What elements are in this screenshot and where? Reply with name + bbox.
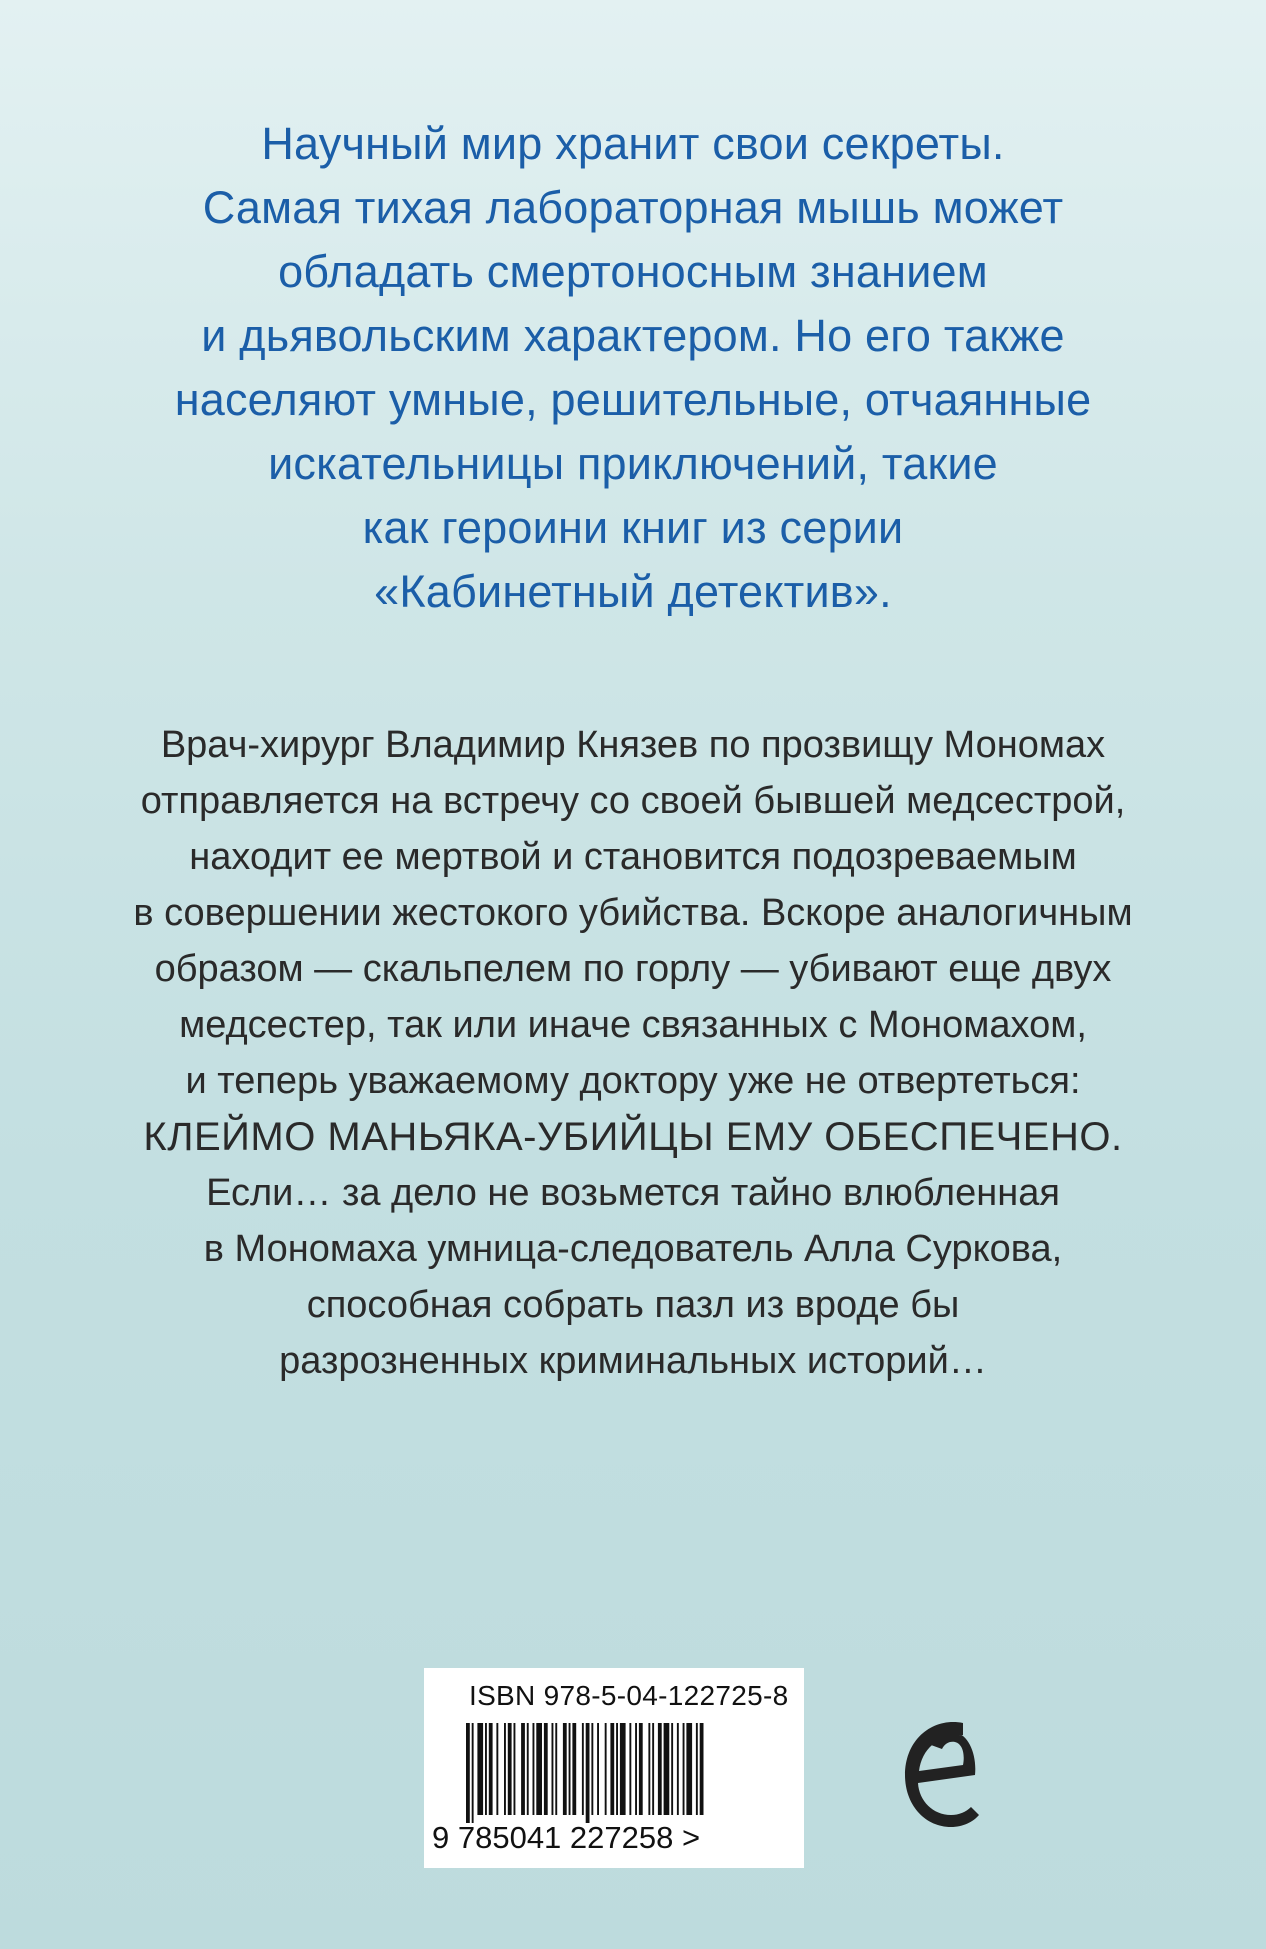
barcode-digits: 9 785041 227258 >: [432, 1820, 701, 1855]
book-blurb: [0, 717, 1266, 1389]
blurb-line: разрозненных криминальных историй…: [279, 1340, 987, 1382]
isbn-label: ISBN 978-5-04-122725-8: [469, 1680, 789, 1711]
tagline-line: Самая тихая лабораторная мышь может: [202, 182, 1064, 233]
barcode-panel: [424, 1668, 804, 1868]
blurb-line: находит ее мертвой и становится подозреваемым: [189, 836, 1077, 878]
tagline-line: искательницы приключений, такие: [268, 438, 998, 489]
tagline-line: обладать смертоносным знанием: [278, 246, 988, 297]
tagline-line: и дьявольским характером. Но его также: [201, 310, 1065, 361]
tagline-line: как героини книг из серии: [362, 502, 904, 553]
blurb-line: образом — скальпелем по горлу — убивают еще двух: [154, 948, 1112, 990]
blurb-line: Врач-хирург Владимир Князев по прозвищу Мономах: [160, 724, 1106, 766]
blurb-line: и теперь уважаемому доктору уже не отвертеться:: [185, 1060, 1081, 1102]
blurb-line: медсестер, так или иначе связанных с Мономахом,: [179, 1004, 1087, 1046]
blurb-line: отправляется на встречу со своей бывшей медсестрой,: [140, 780, 1126, 822]
publisher-logo-icon: [885, 1705, 985, 1845]
tagline-line: Научный мир хранит свои секреты.: [261, 118, 1005, 169]
blurb-line: способная собрать пазл из вроде бы: [306, 1284, 960, 1326]
tagline-line: населяют умные, решительные, отчаянные: [174, 374, 1092, 425]
blurb-line: в совершении жестокого убийства. Вскоре аналогичным: [133, 892, 1133, 934]
tagline-line: «Кабинетный детектив».: [374, 566, 892, 617]
blurb-line: в Мономаха умница-следователь Алла Суркова,: [203, 1228, 1063, 1270]
blurb-caps-line: КЛЕЙМО МАНЬЯКА-УБИЙЦЫ ЕМУ ОБЕСПЕЧЕНО.: [143, 1115, 1123, 1159]
blurb-line: Если… за дело не возьмется тайно влюбленная: [206, 1172, 1060, 1214]
tagline-block: [0, 112, 1266, 624]
